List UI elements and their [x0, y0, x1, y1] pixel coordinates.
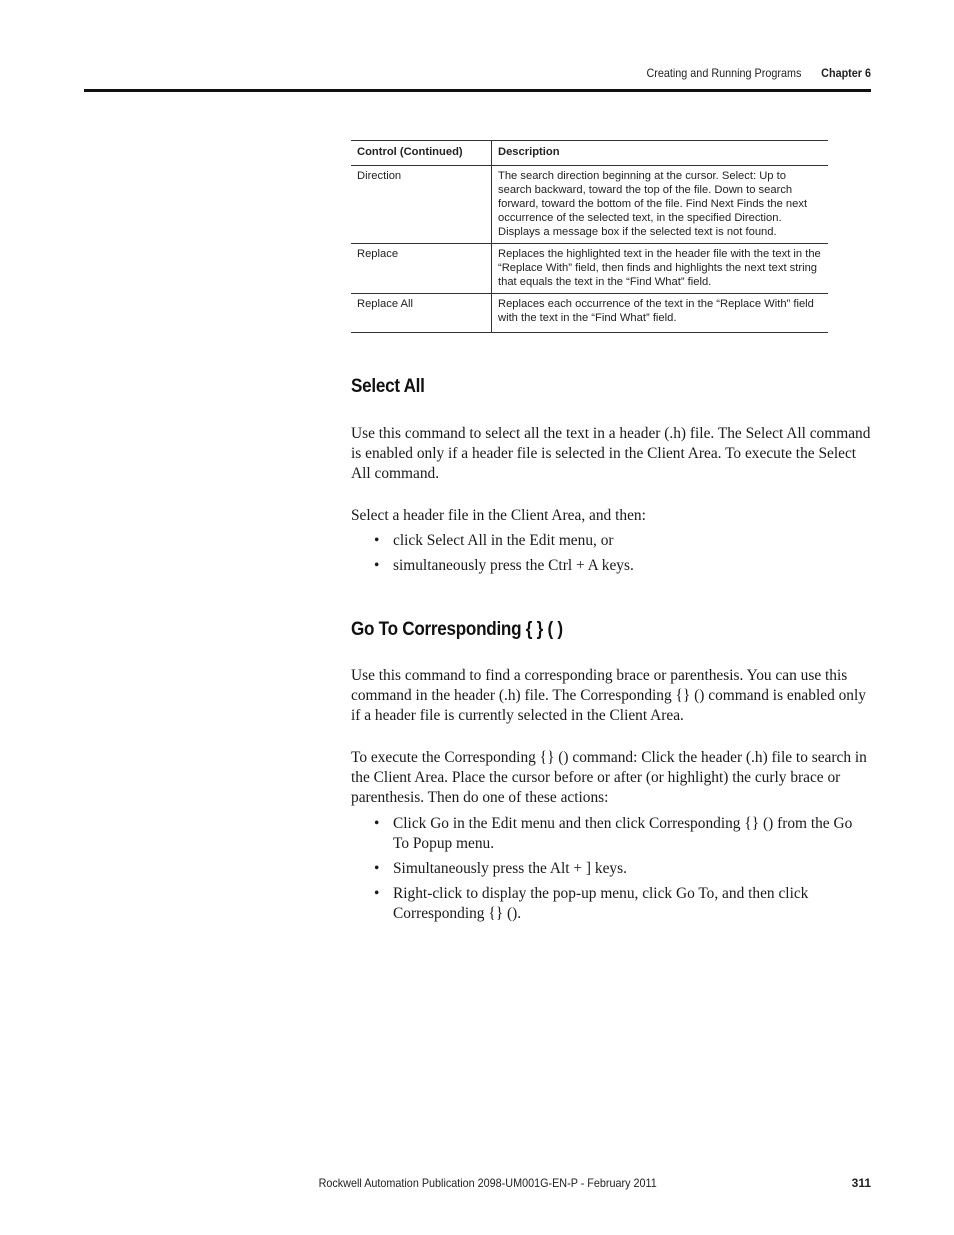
select-all-steps [351, 506, 871, 582]
header-section-title: Creating and Running Programs [646, 66, 802, 80]
select-all-paragraph: Use this command to select all the text in a header (.h) file. The Select All command is enabled only if a header file is selected in the Client Area. To execute the Select All command. [351, 425, 871, 483]
section-heading-go-to: Go To Corresponding { } ( ) [351, 619, 563, 640]
header-rule [84, 89, 871, 92]
table-row [351, 166, 828, 244]
table-cell-description: Replaces each occurrence of the text in the “Replace With” field with the text in the “Find What” field. [492, 294, 829, 333]
go-to-body [351, 666, 871, 727]
section-heading-select-all: Select All [351, 376, 425, 397]
table-cell-description: The search direction beginning at the cursor. Select: Up to search backward, toward the top of the file. Down to search forward, toward the bottom of the file. Find Next Finds the next occurrence of the selected text, in the specified Direction. Displays a message box if the selected text is not found. [492, 166, 829, 244]
list-item: • click Select All in the Edit menu, or [351, 531, 871, 551]
running-header [87, 66, 871, 80]
table-cell-control: Replace [351, 244, 492, 294]
table-header-row [351, 141, 828, 166]
page-number: 311 [851, 1176, 871, 1190]
list-item: • Click Go in the Edit menu and then click Corresponding {} () from the Go To Popup menu. [351, 814, 871, 854]
list-item: • simultaneously press the Ctrl + A keys. [351, 556, 871, 576]
go-to-steps [351, 748, 871, 930]
header-chapter: Chapter 6 [821, 66, 871, 80]
table-header-control: Control (Continued) [351, 141, 492, 166]
go-to-intro: To execute the Corresponding {} () command: Click the header (.h) file to search in the Client Area. Place the cursor before or after (or highlight) the curly brace or parenthesis. Then do one of these actions: [351, 749, 867, 807]
go-to-bullet-list [351, 814, 871, 925]
table-row [351, 244, 828, 294]
table-cell-control: Direction [351, 166, 492, 244]
select-all-body [351, 424, 871, 485]
select-all-intro: Select a header file in the Client Area, and then: [351, 507, 646, 524]
list-item: • Right-click to display the pop-up menu, click Go To, and then click Corresponding {} (). [351, 884, 871, 924]
go-to-section [351, 619, 871, 641]
footer-publication: Rockwell Automation Publication 2098-UM001G-EN-P - February 2011 [318, 1176, 657, 1190]
select-all-bullet-list [351, 531, 871, 576]
table-row [351, 294, 828, 333]
table-cell-control: Replace All [351, 294, 492, 333]
select-all-section [351, 376, 871, 398]
go-to-paragraph: Use this command to find a corresponding brace or parenthesis. You can use this command in the header (.h) file. The Corresponding {} () command is enabled only if a header file is currently selected in the Client Area. [351, 667, 866, 725]
table-cell-description: Replaces the highlighted text in the header file with the text in the “Replace With” field, then finds and highlights the next text string that equals the text in the “Find What” field. [492, 244, 829, 294]
table-header-description: Description [492, 141, 829, 166]
control-description-table [351, 140, 828, 333]
list-item: • Simultaneously press the Alt + ] keys. [351, 859, 871, 879]
